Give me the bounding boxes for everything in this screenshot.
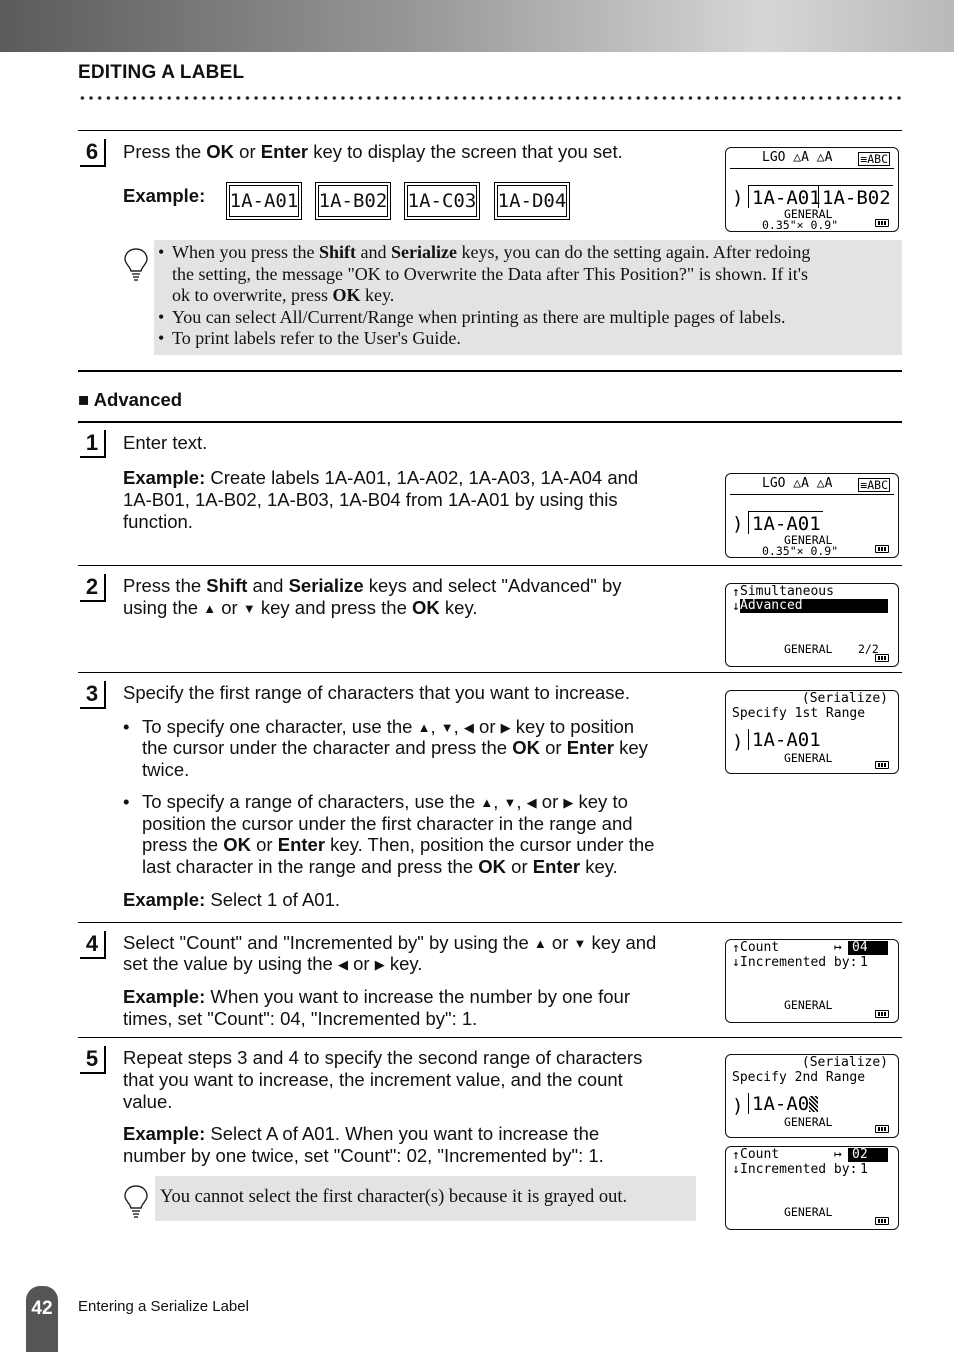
lcd-field: 1A-A01 — [748, 729, 824, 750]
step-number: 1 — [80, 430, 106, 458]
section-divider — [78, 370, 902, 372]
example-text: Example: Select A of A01. When you want to increase the — [123, 1123, 600, 1144]
step-text: the cursor under the character and press the OK or Enter key — [142, 737, 648, 758]
lcd-cursor-mark: ) — [732, 187, 744, 209]
lcd-menu-item-selected: Advanced — [740, 599, 888, 613]
down-arrow-icon: ▼ — [440, 720, 454, 735]
note-bullet: • — [158, 307, 165, 327]
note-text: ok to overwrite, press OK key. — [172, 285, 395, 305]
note-bullet: • — [158, 242, 165, 262]
battery-icon — [875, 219, 889, 227]
lcd-up-marker: ↑ — [732, 585, 740, 600]
lcd-prompt: Specify 2nd Range — [732, 1070, 866, 1085]
step-number: 4 — [80, 931, 106, 959]
note-bullet: • — [158, 328, 165, 348]
battery-icon — [875, 545, 889, 553]
step-text: position the cursor under the first character in the range and — [142, 813, 633, 834]
example-label: Example: — [123, 185, 206, 206]
lcd-status: LGO △A △A — [762, 476, 833, 491]
example-text: Example: When you want to increase the number by one four — [123, 986, 630, 1007]
battery-icon — [875, 1217, 889, 1225]
lcd-mode: GENERAL — [784, 751, 833, 765]
advanced-heading: ■ Advanced — [78, 389, 183, 410]
lcd-mode: GENERAL — [784, 642, 833, 656]
lcd-count-label: Count — [740, 940, 780, 955]
lightbulb-icon — [122, 246, 150, 282]
divider — [78, 565, 902, 566]
up-arrow-icon: ▲ — [417, 720, 431, 735]
divider — [78, 922, 902, 923]
right-arrow-icon: ▶ — [374, 957, 385, 972]
square-icon: ■ — [78, 389, 90, 410]
lcd-field: 1A-A01 — [748, 185, 823, 208]
note-box — [154, 240, 902, 355]
up-arrow-icon: ▲ — [533, 936, 547, 951]
step-text: Enter text. — [123, 432, 208, 453]
list-bullet: • — [123, 791, 130, 812]
step-number: 2 — [80, 574, 106, 602]
lcd-down-marker: ↓ — [732, 599, 740, 614]
lcd-field: 1A-A01 — [748, 511, 823, 534]
lcd-size: 0.35"× 0.9" — [762, 218, 839, 232]
lcd-increment-label: Incremented by: — [740, 955, 858, 970]
step-text: value. — [123, 1091, 173, 1112]
up-arrow-icon: ▲ — [480, 795, 494, 810]
step-text: Specify the first range of characters that you want to increase. — [123, 682, 630, 703]
note-text: You can select All/Current/Range when printing as there are multiple pages of labels. — [172, 307, 786, 327]
left-arrow-icon: ◀ — [526, 795, 537, 810]
lcd-count-label: Count — [740, 1147, 780, 1162]
footer-title: Entering a Serialize Label — [78, 1298, 249, 1315]
example-text: times, set "Count": 04, "Incremented by": 1. — [123, 1008, 478, 1029]
example-label-box: 1A-A01 — [226, 182, 302, 220]
header-banner — [0, 0, 954, 52]
right-arrow-icon: ▶ — [500, 720, 511, 735]
dotted-divider — [78, 96, 902, 100]
lcd-increment-label: Incremented by: — [740, 1162, 858, 1177]
lcd-font-indicator: ≡ABC — [860, 152, 888, 166]
lcd-up-marker: ↑ — [732, 941, 740, 956]
note-text: You cannot select the first character(s) because it is grayed out. — [160, 1187, 628, 1207]
lcd-screen — [725, 147, 899, 232]
lcd-screen — [725, 473, 899, 558]
battery-icon — [875, 761, 889, 769]
lcd-down-marker: ↓ — [732, 955, 740, 970]
lcd-arrow: ↦ — [834, 1147, 842, 1162]
lcd-font-indicator: ≡ABC — [860, 478, 888, 492]
step-number: 6 — [80, 139, 106, 167]
lcd-tag: (Serialize) — [801, 1055, 888, 1070]
lcd-screen — [725, 690, 899, 774]
lcd-field: 1A-B02 — [818, 185, 893, 208]
battery-icon — [875, 1125, 889, 1133]
lcd-grayed-char — [809, 1096, 818, 1112]
example-text: Example: Select 1 of A01. — [123, 889, 340, 910]
left-arrow-icon: ◀ — [337, 957, 348, 972]
lcd-prompt: Specify 1st Range — [732, 706, 866, 721]
example-text: number by one twice, set "Count": 02, "Incremented by": 1. — [123, 1145, 604, 1166]
lcd-screen — [725, 1146, 899, 1230]
down-arrow-icon: ▼ — [573, 936, 587, 951]
step-text: To specify one character, use the ▲, ▼, ◀ or ▶ key to position — [142, 716, 635, 737]
lcd-increment-value: 1 — [860, 1162, 868, 1177]
example-label-box: 1A-B02 — [315, 182, 391, 220]
lcd-menu-item: Simultaneous — [740, 584, 834, 599]
lcd-mode: GENERAL — [784, 1205, 833, 1219]
step-text: To specify a range of characters, use the ▲, ▼, ◀ or ▶ key to — [142, 791, 628, 812]
step-text: press the OK or Enter key. Then, position the cursor under the — [142, 834, 655, 855]
right-arrow-icon: ▶ — [563, 795, 574, 810]
lcd-screen — [725, 1054, 899, 1138]
lcd-cursor-mark: ) — [732, 1095, 744, 1117]
lightbulb-icon — [122, 1183, 150, 1219]
step-text: that you want to increase, the increment value, and the count — [123, 1069, 623, 1090]
lcd-cursor-mark: ) — [732, 731, 744, 753]
lcd-arrow: ↦ — [834, 940, 842, 955]
battery-icon — [875, 1010, 889, 1018]
lcd-mode: GENERAL — [784, 533, 833, 547]
lcd-page: 2/2 — [858, 642, 879, 656]
step-text: set the value by using the ◀ or ▶ key. — [123, 953, 423, 974]
down-arrow-icon: ▼ — [242, 601, 256, 616]
example-text: 1A-B01, 1A-B02, 1A-B03, 1A-B04 from 1A-A01 by using this — [123, 489, 618, 510]
left-arrow-icon: ◀ — [463, 720, 474, 735]
example-text: Example: Create labels 1A-A01, 1A-A02, 1A-A03, 1A-A04 and — [123, 467, 639, 488]
lcd-cursor-mark: ) — [732, 513, 744, 535]
lcd-rule — [730, 168, 894, 169]
example-label-box: 1A-D04 — [494, 182, 570, 220]
divider — [78, 672, 902, 673]
lcd-field: 1A-A0 — [748, 1093, 821, 1114]
lcd-mode: GENERAL — [784, 998, 833, 1012]
list-bullet: • — [123, 716, 130, 737]
up-arrow-icon: ▲ — [203, 601, 217, 616]
lcd-screen — [725, 939, 899, 1023]
example-text: function. — [123, 511, 193, 532]
lcd-mode: GENERAL — [784, 207, 833, 221]
battery-icon — [875, 654, 889, 662]
divider — [78, 130, 902, 131]
lcd-count-value: 02 — [848, 1148, 888, 1162]
lcd-status: LGO △A △A — [762, 150, 833, 165]
lcd-screen — [725, 583, 899, 667]
down-arrow-icon: ▼ — [503, 795, 517, 810]
divider — [78, 1037, 902, 1038]
lcd-tag: (Serialize) — [801, 691, 888, 706]
note-box — [155, 1176, 696, 1221]
note-text: the setting, the message "OK to Overwrite the Data after This Position?" is shown. If it's — [172, 264, 808, 284]
step-text: twice. — [142, 759, 190, 780]
note-text: When you press the Shift and Serialize keys, you can do the setting again. After redoing — [172, 242, 811, 262]
lcd-increment-value: 1 — [860, 955, 868, 970]
example-label-box: 1A-C03 — [404, 182, 480, 220]
lcd-up-marker: ↑ — [732, 1148, 740, 1163]
step-text: using the ▲ or ▼ key and press the OK key. — [123, 597, 478, 618]
step-number: 3 — [80, 681, 106, 709]
note-text: To print labels refer to the User's Guide. — [172, 328, 461, 348]
section-title: EDITING A LABEL — [78, 62, 245, 83]
lcd-count-value: 04 — [848, 941, 888, 955]
step-text: Repeat steps 3 and 4 to specify the second range of characters — [123, 1047, 643, 1068]
lcd-down-marker: ↓ — [732, 1162, 740, 1177]
step-text: last character in the range and press the OK or Enter key. — [142, 856, 618, 877]
step-text: Select "Count" and "Incremented by" by using the ▲ or ▼ key and — [123, 932, 657, 953]
lcd-mode: GENERAL — [784, 1115, 833, 1129]
step-text: Press the Shift and Serialize keys and select "Advanced" by — [123, 575, 622, 596]
lcd-size: 0.35"× 0.9" — [762, 544, 839, 558]
step-text: Press the OK or Enter key to display the screen that you set. — [123, 141, 623, 162]
page-number-tab: 42 — [26, 1286, 58, 1352]
section-divider — [78, 421, 902, 423]
step-number: 5 — [80, 1046, 106, 1074]
lcd-rule — [730, 494, 894, 495]
